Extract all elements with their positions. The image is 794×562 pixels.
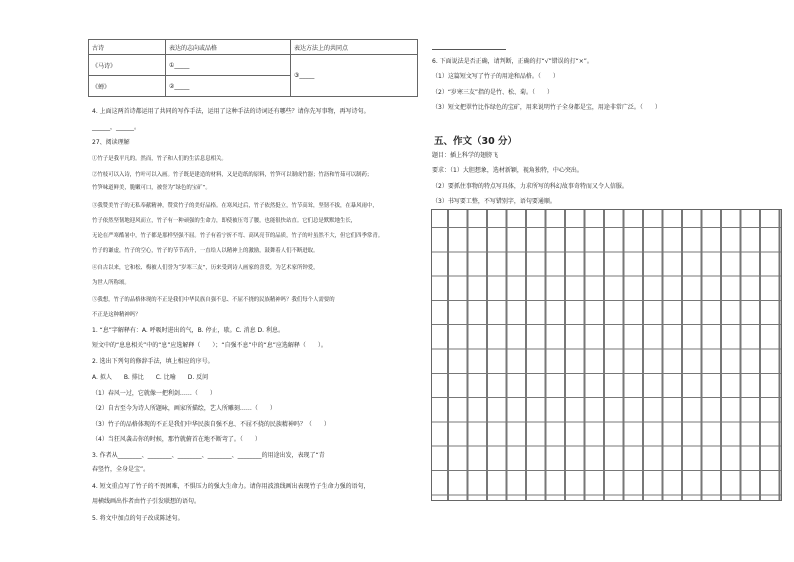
question-2-item[interactable]: （2）自古至今为诗人所题咏，画家所描绘，艺人所雕刻……（ ）	[92, 405, 276, 412]
question-2-options: A. 拟人 B. 排比 C. 比喻 D. 反问	[92, 374, 209, 381]
passage-line: ③我赞美竹子的无私奉献精神，赞赏竹子的美好品格。在寒风过后，竹子依然挺立，竹节高耸，坚韧不拔，在暴风雨中，	[92, 203, 378, 209]
passage-line: 无论在严寒酷暑中，竹子都是那样坚强不屈。竹子有着宁折不弯、高风亮节的品质，竹子的叶虽然不大，但它们四季常青。	[92, 233, 384, 239]
question-6-item[interactable]: （2）“岁寒三友”指的是竹、松、菊。（ ）	[432, 89, 554, 96]
essay-requirement: （3）书写要工整，不写错别字，语句要通顺。	[432, 198, 556, 205]
passage-line: 不正是这种精神吗？	[92, 312, 141, 318]
question-2-item[interactable]: （3）竹子的品格体现的不正是我们中华民族自强不息、不屈不挠的民族精神吗？（ ）	[92, 421, 330, 428]
question-4-answer[interactable]: ______，______。	[92, 124, 141, 131]
passage-line: ②竹枝可以入诗，竹叶可以入画。竹子既是建造的材料，又是造纸的原料，竹笋可以制成竹器；竹沥和竹茹可以制药；	[92, 172, 373, 178]
reading-title: 27、阅读理解	[92, 139, 130, 146]
question-4-reading-cont: 用横线画出作者由竹子引发联想的语句。	[92, 498, 201, 505]
question-1: 1. “息”字解释有：A. 呼吸时进出的气，B. 停止，歇。C. 消息 D. 利息。	[92, 327, 284, 334]
poem-blank-1[interactable]: ①_____	[166, 55, 291, 76]
question-5: 5. 将文中加点的句子改成陈述句。	[92, 515, 184, 522]
question-4-reading: 4. 短文重点写了竹子的不畏困难，不惧压力的强大生命力。请你用波浪线画出表现竹子生命力强的语句，	[92, 483, 370, 490]
divider-line	[432, 49, 506, 50]
question-2-item[interactable]: （4）当狂风袭击你的时候，那竹就俯首在地不断弯了。（ ）	[92, 436, 261, 443]
question-1-fill[interactable]: 短文中的“息息相关”中的“息”应选解释（ ）；“自强不息”中的“息”应选解释（ ）。	[92, 342, 327, 349]
question-2-item[interactable]: （1）春风一过，它就像一把利剑……（ ）	[92, 390, 216, 397]
question-6-item[interactable]: （1）这篇短文写了竹子的用途和品格。（ ）	[432, 73, 559, 80]
essay-prompt-title: 题目：插上科学的翅膀飞	[432, 152, 499, 159]
passage-line: 竹子依然坚韧地迎风而立，竹子有一种顽强的生命力，即使被压弯了腰，也能很快站直。它们总是默默地生长，	[92, 218, 357, 224]
question-2: 2. 选出下列句的修辞手法，填上相应的序号。	[92, 358, 214, 365]
passage-line: ①竹子是我平凡的。然而，竹子和人们的生活息息相关。	[92, 156, 227, 162]
poem-title-chan: 《蝉》	[89, 76, 166, 97]
essay-writing-grid[interactable]	[431, 209, 782, 501]
passage-line: ⑤我想，竹子的品格体现的不正是我们中华民族自强不息、不屈不挠的民族精神吗？我们每个人需要的	[92, 297, 335, 303]
poem-comparison-table	[88, 39, 418, 97]
poem-blank-2[interactable]: ②_____	[166, 76, 291, 97]
passage-line: 竹笋味道鲜美，脆嫩可口，被誉为“绿色的宝矿”。	[92, 185, 211, 191]
passage-line: 为世人所称颂。	[92, 280, 130, 286]
question-4-poems: 4. 上面这两首诗都运用了共同的写作手法，运用了这种手法的诗词还有哪些？请你先写事物，再写诗句。	[92, 108, 370, 115]
passage-line: ④自古以来，它和松、梅被人们誉为“岁寒三友”，历来受到诗人画家的喜爱，为艺术家所钟爱，	[92, 265, 319, 271]
question-6-item[interactable]: （3）短文把翠竹比作绿色的宝矿，用来说明竹子全身都是宝，用途非常广泛。（ ）	[432, 104, 661, 111]
section-title-essay: 五、作文（30 分）	[434, 136, 518, 147]
poem-blank-3[interactable]: ③_____	[291, 55, 418, 97]
poem-title-ma: 《马诗》	[89, 55, 166, 76]
header-poem: 古诗	[89, 40, 166, 55]
question-3-cont: 春竖竹，全身是宝”。	[92, 466, 150, 473]
header-aspiration: 表达的志向或品格	[166, 40, 291, 55]
essay-requirement: 要求：（1）大胆想象，选材新颖，视角独特，中心突出。	[432, 167, 583, 174]
question-3[interactable]: 3. 作者从________、________、________、________、________的用途出发，表现了“青	[92, 452, 325, 459]
header-common-method: 表达方法上的共同点	[291, 40, 418, 55]
question-6: 6. 下面说法是否正确，请判断，正确的打“√”错误的打“×”。	[432, 58, 593, 65]
passage-line: 竹子的谦虚，竹子的空心，竹子的节节高升，一直给人以精神上的激励，鼓舞着人们不断进取。	[92, 248, 319, 254]
essay-requirement: （2）要抓住事物的特点写具体，力求所写的科幻故事奇特而又令人信服。	[432, 183, 628, 190]
